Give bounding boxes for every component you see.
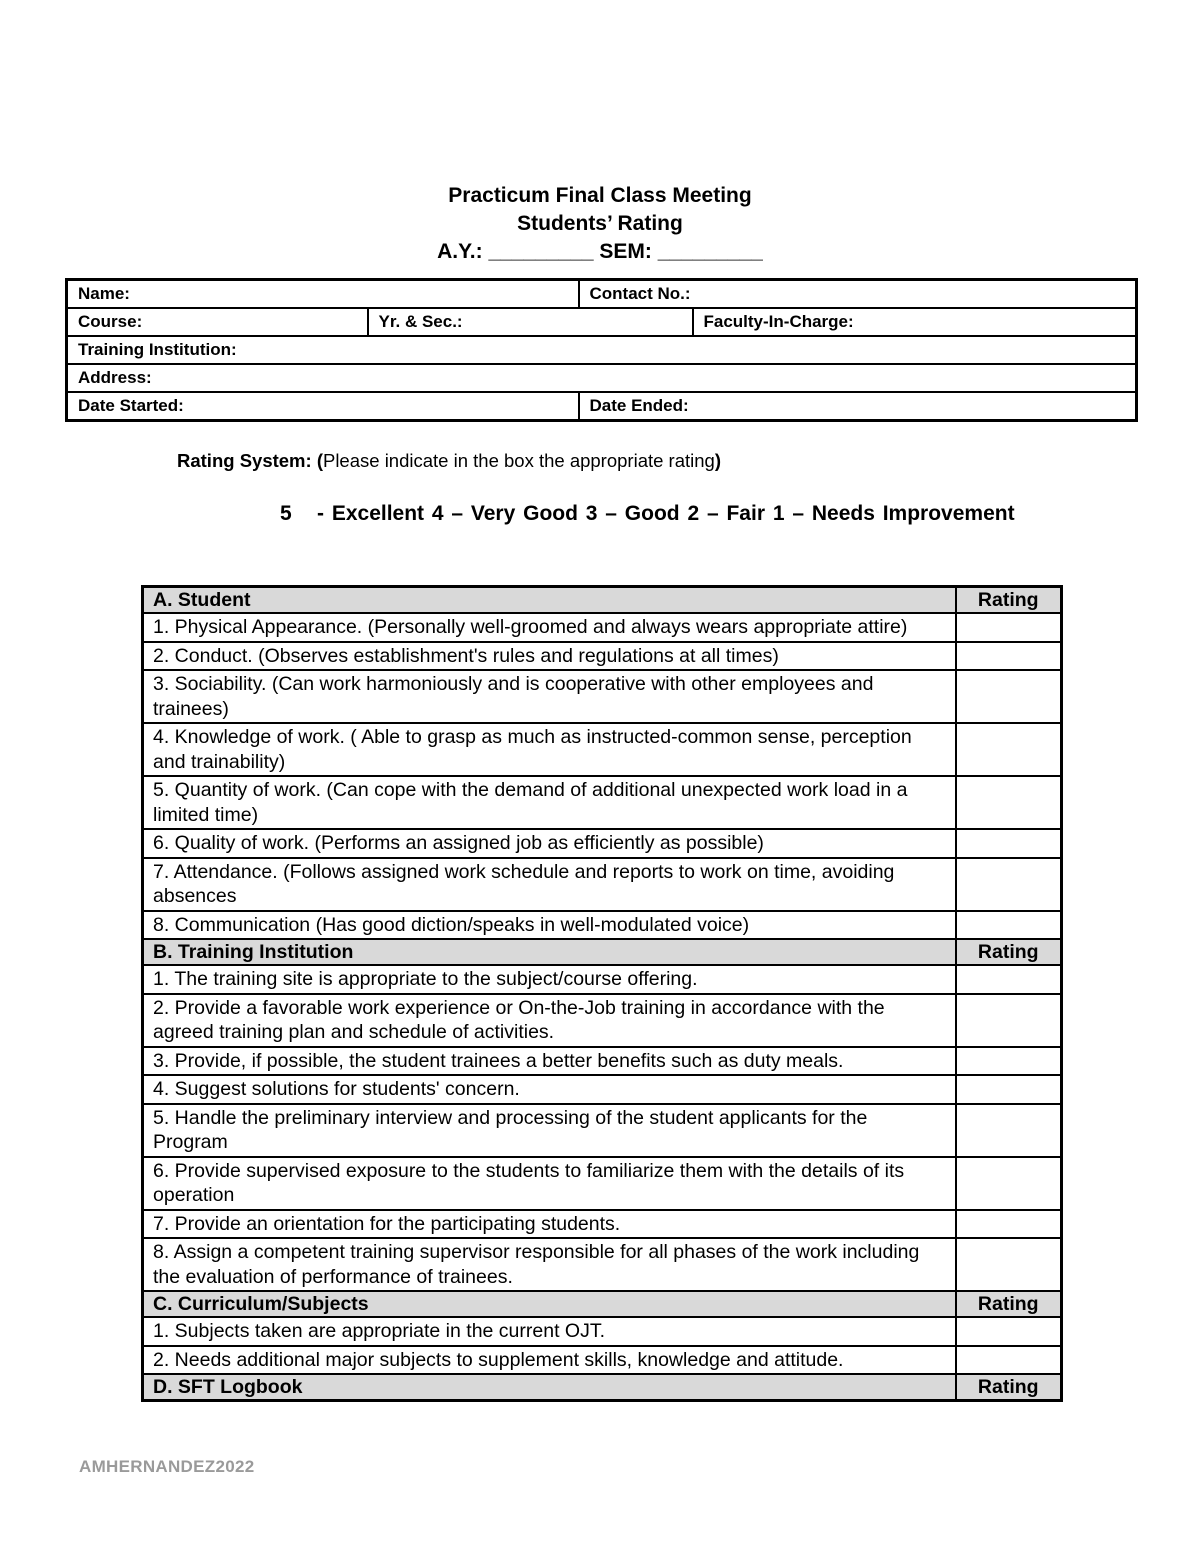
section-header-row: [143, 1291, 1062, 1317]
criteria-row: [143, 776, 1062, 829]
contact-field[interactable]: Contact No.:: [579, 280, 1137, 309]
name-field[interactable]: Name:: [67, 280, 579, 309]
rating-input-box[interactable]: [956, 642, 1062, 671]
criteria-row: [143, 1047, 1062, 1076]
section-title: D. SFT Logbook: [143, 1374, 956, 1401]
criteria-text: 4. Suggest solutions for students' concern.: [143, 1075, 956, 1104]
criteria-text: 6. Provide supervised exposure to the students to familiarize them with the details of its operation: [143, 1157, 956, 1210]
criteria-text: 1. Subjects taken are appropriate in the current OJT.: [143, 1317, 956, 1346]
info-row: [67, 392, 1137, 421]
date-ended-field[interactable]: Date Ended:: [579, 392, 1137, 421]
criteria-text: 5. Quantity of work. (Can cope with the demand of additional unexpected work load in a limited time): [143, 776, 956, 829]
rating-system-label: Rating System:: [177, 450, 312, 471]
rating-input-box[interactable]: [956, 965, 1062, 994]
criteria-text: 7. Provide an orientation for the participating students.: [143, 1210, 956, 1239]
criteria-row: [143, 1317, 1062, 1346]
section-title: C. Curriculum/Subjects: [143, 1291, 956, 1317]
criteria-row: [143, 829, 1062, 858]
criteria-row: [143, 670, 1062, 723]
rating-scale-top-number: 5: [280, 502, 292, 525]
criteria-row: [143, 1346, 1062, 1375]
rating-input-box[interactable]: [956, 1238, 1062, 1291]
rating-column-header: Rating: [956, 1374, 1062, 1401]
rating-scale: [280, 500, 1040, 527]
rating-input-box[interactable]: [956, 1210, 1062, 1239]
section-header-row: [143, 1374, 1062, 1401]
criteria-text: 8. Communication (Has good diction/speaks in well-modulated voice): [143, 911, 956, 940]
academic-year-semester-line: A.Y.: _________ SEM: _________: [437, 240, 763, 263]
document-header: [0, 182, 1200, 266]
criteria-text: 3. Provide, if possible, the student trainees a better benefits such as duty meals.: [143, 1047, 956, 1076]
document-title: Practicum Final Class Meeting: [448, 184, 752, 207]
criteria-row: [143, 642, 1062, 671]
criteria-text: 8. Assign a competent training supervisor responsible for all phases of the work including the evaluation of performance of trainees.: [143, 1238, 956, 1291]
rating-input-box[interactable]: [956, 994, 1062, 1047]
criteria-text: 4. Knowledge of work. ( Able to grasp as much as instructed-common sense, perception and trainability): [143, 723, 956, 776]
info-row: [67, 336, 1137, 364]
criteria-row: [143, 858, 1062, 911]
criteria-text: 1. The training site is appropriate to the subject/course offering.: [143, 965, 956, 994]
criteria-row: [143, 613, 1062, 642]
rating-column-header: Rating: [956, 587, 1062, 614]
criteria-row: [143, 723, 1062, 776]
address-field[interactable]: Address:: [67, 364, 1137, 392]
criteria-text: 3. Sociability. (Can work harmoniously and is cooperative with other employees and trainees): [143, 670, 956, 723]
rating-input-box[interactable]: [956, 858, 1062, 911]
section-header-row: [143, 587, 1062, 614]
rating-input-box[interactable]: [956, 1075, 1062, 1104]
rating-column-header: Rating: [956, 939, 1062, 965]
rating-input-box[interactable]: [956, 829, 1062, 858]
rating-scale-descriptions: - Excellent 4 – Very Good 3 – Good 2 – Fair 1 – Needs Improvement: [317, 502, 1015, 525]
criteria-row: [143, 994, 1062, 1047]
criteria-row: [143, 1157, 1062, 1210]
paren-open: (: [316, 450, 323, 471]
training-institution-field[interactable]: Training Institution:: [67, 336, 1137, 364]
info-row: [67, 280, 1137, 309]
criteria-row: [143, 1075, 1062, 1104]
rating-input-box[interactable]: [956, 1317, 1062, 1346]
rating-input-box[interactable]: [956, 1104, 1062, 1157]
rating-input-box[interactable]: [956, 1346, 1062, 1375]
rating-input-box[interactable]: [956, 1157, 1062, 1210]
year-section-field[interactable]: Yr. & Sec.:: [368, 308, 693, 336]
student-info-table: [65, 278, 1138, 422]
criteria-row: [143, 965, 1062, 994]
section-title: A. Student: [143, 587, 956, 614]
criteria-row: [143, 1210, 1062, 1239]
criteria-text: 2. Needs additional major subjects to supplement skills, knowledge and attitude.: [143, 1346, 956, 1375]
section-header-row: [143, 939, 1062, 965]
rating-input-box[interactable]: [956, 911, 1062, 940]
rating-input-box[interactable]: [956, 723, 1062, 776]
criteria-row: [143, 911, 1062, 940]
criteria-text: 7. Attendance. (Follows assigned work schedule and reports to work on time, avoiding absences: [143, 858, 956, 911]
paren-close: ): [714, 450, 721, 471]
evaluation-table-body: [143, 587, 1062, 1401]
course-field[interactable]: Course:: [67, 308, 368, 336]
rating-input-box[interactable]: [956, 613, 1062, 642]
info-row: [67, 364, 1137, 392]
criteria-text: 2. Conduct. (Observes establishment's rules and regulations at all times): [143, 642, 956, 671]
date-started-field[interactable]: Date Started:: [67, 392, 579, 421]
section-title: B. Training Institution: [143, 939, 956, 965]
rating-system-instruction: [177, 450, 721, 472]
rating-input-box[interactable]: [956, 776, 1062, 829]
document-subtitle: Students’ Rating: [517, 212, 683, 235]
rating-system-note: Please indicate in the box the appropriate rating: [322, 450, 715, 471]
criteria-text: 1. Physical Appearance. (Personally well-groomed and always wears appropriate attire): [143, 613, 956, 642]
criteria-text: 5. Handle the preliminary interview and processing of the student applicants for the Program: [143, 1104, 956, 1157]
evaluation-table: [141, 585, 1063, 1402]
author-watermark: AMHERNANDEZ2022: [79, 1457, 255, 1476]
info-row: [67, 308, 1137, 336]
criteria-text: 2. Provide a favorable work experience or On-the-Job training in accordance with the agreed training plan and schedule of activities.: [143, 994, 956, 1047]
rating-column-header: Rating: [956, 1291, 1062, 1317]
faculty-field[interactable]: Faculty-In-Charge:: [693, 308, 1137, 336]
criteria-row: [143, 1104, 1062, 1157]
rating-input-box[interactable]: [956, 1047, 1062, 1076]
rating-input-box[interactable]: [956, 670, 1062, 723]
criteria-text: 6. Quality of work. (Performs an assigned job as efficiently as possible): [143, 829, 956, 858]
criteria-row: [143, 1238, 1062, 1291]
